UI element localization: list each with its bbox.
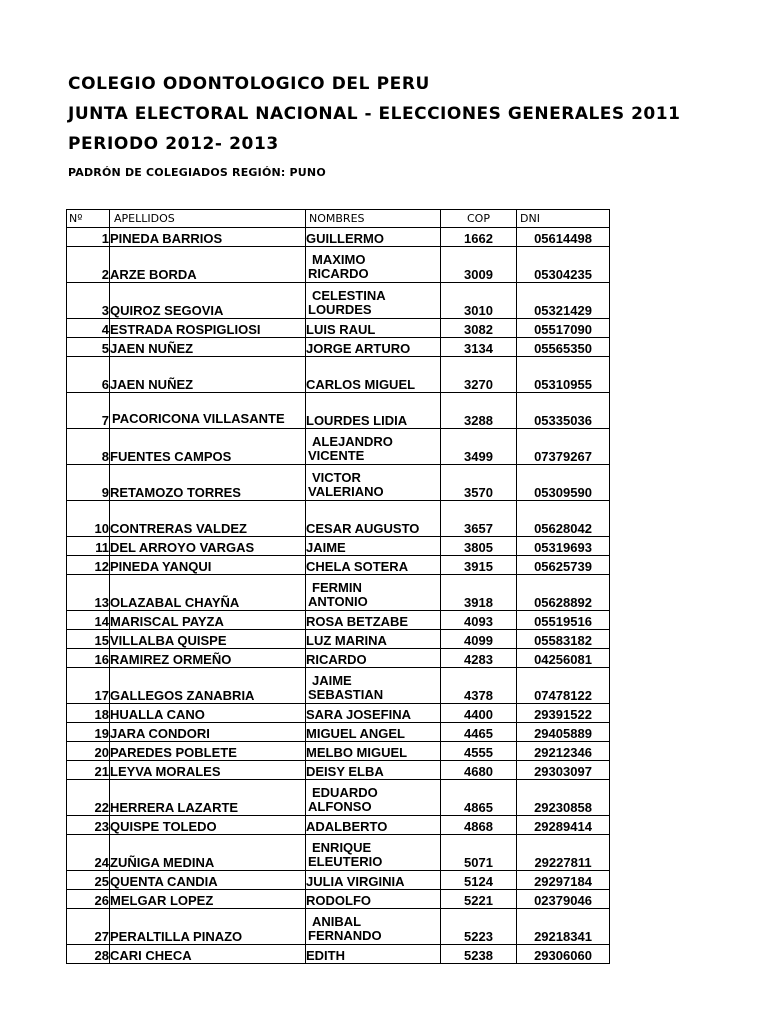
nombres-cell: MAXIMO RICARDO xyxy=(306,247,441,283)
dni-cell: 05321429 xyxy=(517,283,610,319)
nombres-cell: MIGUEL ANGEL xyxy=(306,723,441,742)
row-number: 28 xyxy=(67,945,110,964)
apellidos-cell: PERALTILLA PINAZO xyxy=(110,909,306,945)
cop-cell: 4099 xyxy=(441,630,517,649)
column-header-nombres: NOMBRES xyxy=(306,210,441,228)
cop-cell: 3918 xyxy=(441,575,517,611)
row-number: 13 xyxy=(67,575,110,611)
cop-cell: 4555 xyxy=(441,742,517,761)
dni-cell: 29303097 xyxy=(517,761,610,780)
nombres-cell: CHELA SOTERA xyxy=(306,556,441,575)
dni-cell: 05628892 xyxy=(517,575,610,611)
dni-cell: 29212346 xyxy=(517,742,610,761)
nombres-cell: ENRIQUE ELEUTERIO xyxy=(306,835,441,871)
apellidos-cell: PINEDA YANQUI xyxy=(110,556,306,575)
cop-cell: 5071 xyxy=(441,835,517,871)
dni-cell: 29218341 xyxy=(517,909,610,945)
apellidos-cell: RETAMOZO TORRES xyxy=(110,465,306,501)
apellidos-cell: OLAZABAL CHAYÑA xyxy=(110,575,306,611)
table-row xyxy=(67,611,610,630)
cop-cell: 5223 xyxy=(441,909,517,945)
table-row xyxy=(67,465,610,501)
document-region: PADRÓN DE COLEGIADOS REGIÓN: PUNO xyxy=(68,166,326,179)
table-row xyxy=(67,668,610,704)
row-number: 2 xyxy=(67,247,110,283)
table-row xyxy=(67,890,610,909)
dni-cell: 05583182 xyxy=(517,630,610,649)
apellidos-cell: ARZE BORDA xyxy=(110,247,306,283)
document-title: COLEGIO ODONTOLOGICO DEL PERU xyxy=(68,74,430,94)
dni-cell: 29297184 xyxy=(517,871,610,890)
apellidos-cell: CARI CHECA xyxy=(110,945,306,964)
nombres-cell: FERMIN ANTONIO xyxy=(306,575,441,611)
nombres-cell: EDITH xyxy=(306,945,441,964)
dni-cell: 29405889 xyxy=(517,723,610,742)
nombres-cell: JAIME SEBASTIAN xyxy=(306,668,441,704)
row-number: 18 xyxy=(67,704,110,723)
nombres-cell: ANIBAL FERNANDO xyxy=(306,909,441,945)
dni-cell: 02379046 xyxy=(517,890,610,909)
cop-cell: 3915 xyxy=(441,556,517,575)
cop-cell: 3805 xyxy=(441,537,517,556)
table-row xyxy=(67,761,610,780)
column-header-cop: COP xyxy=(441,210,517,228)
cop-cell: 4680 xyxy=(441,761,517,780)
table-row xyxy=(67,501,610,537)
row-number: 3 xyxy=(67,283,110,319)
nombres-cell: JORGE ARTURO xyxy=(306,338,441,357)
cop-cell: 5221 xyxy=(441,890,517,909)
nombres-cell: ROSA BETZABE xyxy=(306,611,441,630)
dni-cell: 29230858 xyxy=(517,780,610,816)
apellidos-cell: GALLEGOS ZANABRIA xyxy=(110,668,306,704)
apellidos-cell: RAMIREZ ORMEÑO xyxy=(110,649,306,668)
nombres-cell: LUIS RAUL xyxy=(306,319,441,338)
apellidos-cell: QUIROZ SEGOVIA xyxy=(110,283,306,319)
nombres-cell: RICARDO xyxy=(306,649,441,668)
column-header-apellidos: APELLIDOS xyxy=(110,210,306,228)
nombres-cell: GUILLERMO xyxy=(306,228,441,247)
dni-cell: 29289414 xyxy=(517,816,610,835)
dni-cell: 05335036 xyxy=(517,393,610,429)
apellidos-cell: LEYVA MORALES xyxy=(110,761,306,780)
cop-cell: 4465 xyxy=(441,723,517,742)
table-row xyxy=(67,338,610,357)
apellidos-cell: HUALLA CANO xyxy=(110,704,306,723)
row-number: 21 xyxy=(67,761,110,780)
table-row xyxy=(67,556,610,575)
dni-cell: 05304235 xyxy=(517,247,610,283)
table-row xyxy=(67,835,610,871)
row-number: 1 xyxy=(67,228,110,247)
cop-cell: 3009 xyxy=(441,247,517,283)
dni-cell: 05519516 xyxy=(517,611,610,630)
row-number: 20 xyxy=(67,742,110,761)
row-number: 26 xyxy=(67,890,110,909)
apellidos-cell: JAEN NUÑEZ xyxy=(110,357,306,393)
row-number: 12 xyxy=(67,556,110,575)
document-period: PERIODO 2012- 2013 xyxy=(68,134,279,154)
apellidos-cell: CONTRERAS VALDEZ xyxy=(110,501,306,537)
table-row xyxy=(67,537,610,556)
nombres-cell: JULIA VIRGINIA xyxy=(306,871,441,890)
apellidos-cell: ESTRADA ROSPIGLIOSI xyxy=(110,319,306,338)
row-number: 14 xyxy=(67,611,110,630)
cop-cell: 3270 xyxy=(441,357,517,393)
table-header-row xyxy=(67,210,610,228)
nombres-cell: LUZ MARINA xyxy=(306,630,441,649)
nombres-cell: ALEJANDRO VICENTE xyxy=(306,429,441,465)
table-body xyxy=(67,228,610,964)
apellidos-cell: PAREDES POBLETE xyxy=(110,742,306,761)
cop-cell: 4400 xyxy=(441,704,517,723)
cop-cell: 3134 xyxy=(441,338,517,357)
table-row xyxy=(67,393,610,429)
cop-cell: 4868 xyxy=(441,816,517,835)
cop-cell: 1662 xyxy=(441,228,517,247)
dni-cell: 05565350 xyxy=(517,338,610,357)
row-number: 7 xyxy=(67,393,110,429)
table-row xyxy=(67,630,610,649)
nombres-cell: CESAR AUGUSTO xyxy=(306,501,441,537)
apellidos-cell: HERRERA LAZARTE xyxy=(110,780,306,816)
cop-cell: 5238 xyxy=(441,945,517,964)
nombres-cell: VICTOR VALERIANO xyxy=(306,465,441,501)
nombres-cell: SARA JOSEFINA xyxy=(306,704,441,723)
row-number: 11 xyxy=(67,537,110,556)
row-number: 22 xyxy=(67,780,110,816)
nombres-cell: JAIME xyxy=(306,537,441,556)
apellidos-cell: QUENTA CANDIA xyxy=(110,871,306,890)
dni-cell: 04256081 xyxy=(517,649,610,668)
table-row xyxy=(67,816,610,835)
nombres-cell: LOURDES LIDIA xyxy=(306,393,441,429)
row-number: 10 xyxy=(67,501,110,537)
table-row xyxy=(67,871,610,890)
row-number: 4 xyxy=(67,319,110,338)
nombres-cell: ADALBERTO xyxy=(306,816,441,835)
dni-cell: 29306060 xyxy=(517,945,610,964)
table-row xyxy=(67,283,610,319)
dni-cell: 05628042 xyxy=(517,501,610,537)
row-number: 27 xyxy=(67,909,110,945)
dni-cell: 05309590 xyxy=(517,465,610,501)
dni-cell: 29391522 xyxy=(517,704,610,723)
row-number: 8 xyxy=(67,429,110,465)
row-number: 9 xyxy=(67,465,110,501)
table-row xyxy=(67,742,610,761)
dni-cell: 29227811 xyxy=(517,835,610,871)
cop-cell: 3010 xyxy=(441,283,517,319)
dni-cell: 05517090 xyxy=(517,319,610,338)
dni-cell: 05614498 xyxy=(517,228,610,247)
table-row xyxy=(67,780,610,816)
apellidos-cell: PINEDA BARRIOS xyxy=(110,228,306,247)
dni-cell: 05319693 xyxy=(517,537,610,556)
table-row xyxy=(67,247,610,283)
row-number: 19 xyxy=(67,723,110,742)
cop-cell: 3288 xyxy=(441,393,517,429)
cop-cell: 4093 xyxy=(441,611,517,630)
table-row xyxy=(67,429,610,465)
nombres-cell: MELBO MIGUEL xyxy=(306,742,441,761)
cop-cell: 3657 xyxy=(441,501,517,537)
row-number: 16 xyxy=(67,649,110,668)
table-row xyxy=(67,575,610,611)
table-row xyxy=(67,228,610,247)
apellidos-cell: QUISPE TOLEDO xyxy=(110,816,306,835)
apellidos-cell: JAEN NUÑEZ xyxy=(110,338,306,357)
dni-cell: 05625739 xyxy=(517,556,610,575)
row-number: 5 xyxy=(67,338,110,357)
dni-cell: 07478122 xyxy=(517,668,610,704)
table-row xyxy=(67,704,610,723)
cop-cell: 4378 xyxy=(441,668,517,704)
row-number: 17 xyxy=(67,668,110,704)
table-row xyxy=(67,909,610,945)
column-header-number: Nº xyxy=(67,210,110,228)
nombres-cell: RODOLFO xyxy=(306,890,441,909)
apellidos-cell: VILLALBA QUISPE xyxy=(110,630,306,649)
row-number: 15 xyxy=(67,630,110,649)
row-number: 24 xyxy=(67,835,110,871)
apellidos-cell: MELGAR LOPEZ xyxy=(110,890,306,909)
cop-cell: 3570 xyxy=(441,465,517,501)
cop-cell: 3499 xyxy=(441,429,517,465)
nombres-cell: CARLOS MIGUEL xyxy=(306,357,441,393)
table-row xyxy=(67,319,610,338)
cop-cell: 5124 xyxy=(441,871,517,890)
nombres-cell: DEISY ELBA xyxy=(306,761,441,780)
row-number: 23 xyxy=(67,816,110,835)
table-row xyxy=(67,649,610,668)
nombres-cell: CELESTINA LOURDES xyxy=(306,283,441,319)
nombres-cell: EDUARDO ALFONSO xyxy=(306,780,441,816)
apellidos-cell: JARA CONDORI xyxy=(110,723,306,742)
cop-cell: 4283 xyxy=(441,649,517,668)
dni-cell: 07379267 xyxy=(517,429,610,465)
apellidos-cell: ZUÑIGA MEDINA xyxy=(110,835,306,871)
row-number: 6 xyxy=(67,357,110,393)
table-row xyxy=(67,945,610,964)
column-header-dni: DNI xyxy=(517,210,610,228)
padron-table xyxy=(66,209,610,964)
document-subtitle: JUNTA ELECTORAL NACIONAL - ELECCIONES GENERALES 2011 xyxy=(68,104,681,124)
apellidos-cell: FUENTES CAMPOS xyxy=(110,429,306,465)
table-row xyxy=(67,357,610,393)
dni-cell: 05310955 xyxy=(517,357,610,393)
apellidos-cell: MARISCAL PAYZA xyxy=(110,611,306,630)
cop-cell: 3082 xyxy=(441,319,517,338)
apellidos-cell: PACORICONA VILLASANTE xyxy=(110,393,306,429)
row-number: 25 xyxy=(67,871,110,890)
apellidos-cell: DEL ARROYO VARGAS xyxy=(110,537,306,556)
table-row xyxy=(67,723,610,742)
cop-cell: 4865 xyxy=(441,780,517,816)
